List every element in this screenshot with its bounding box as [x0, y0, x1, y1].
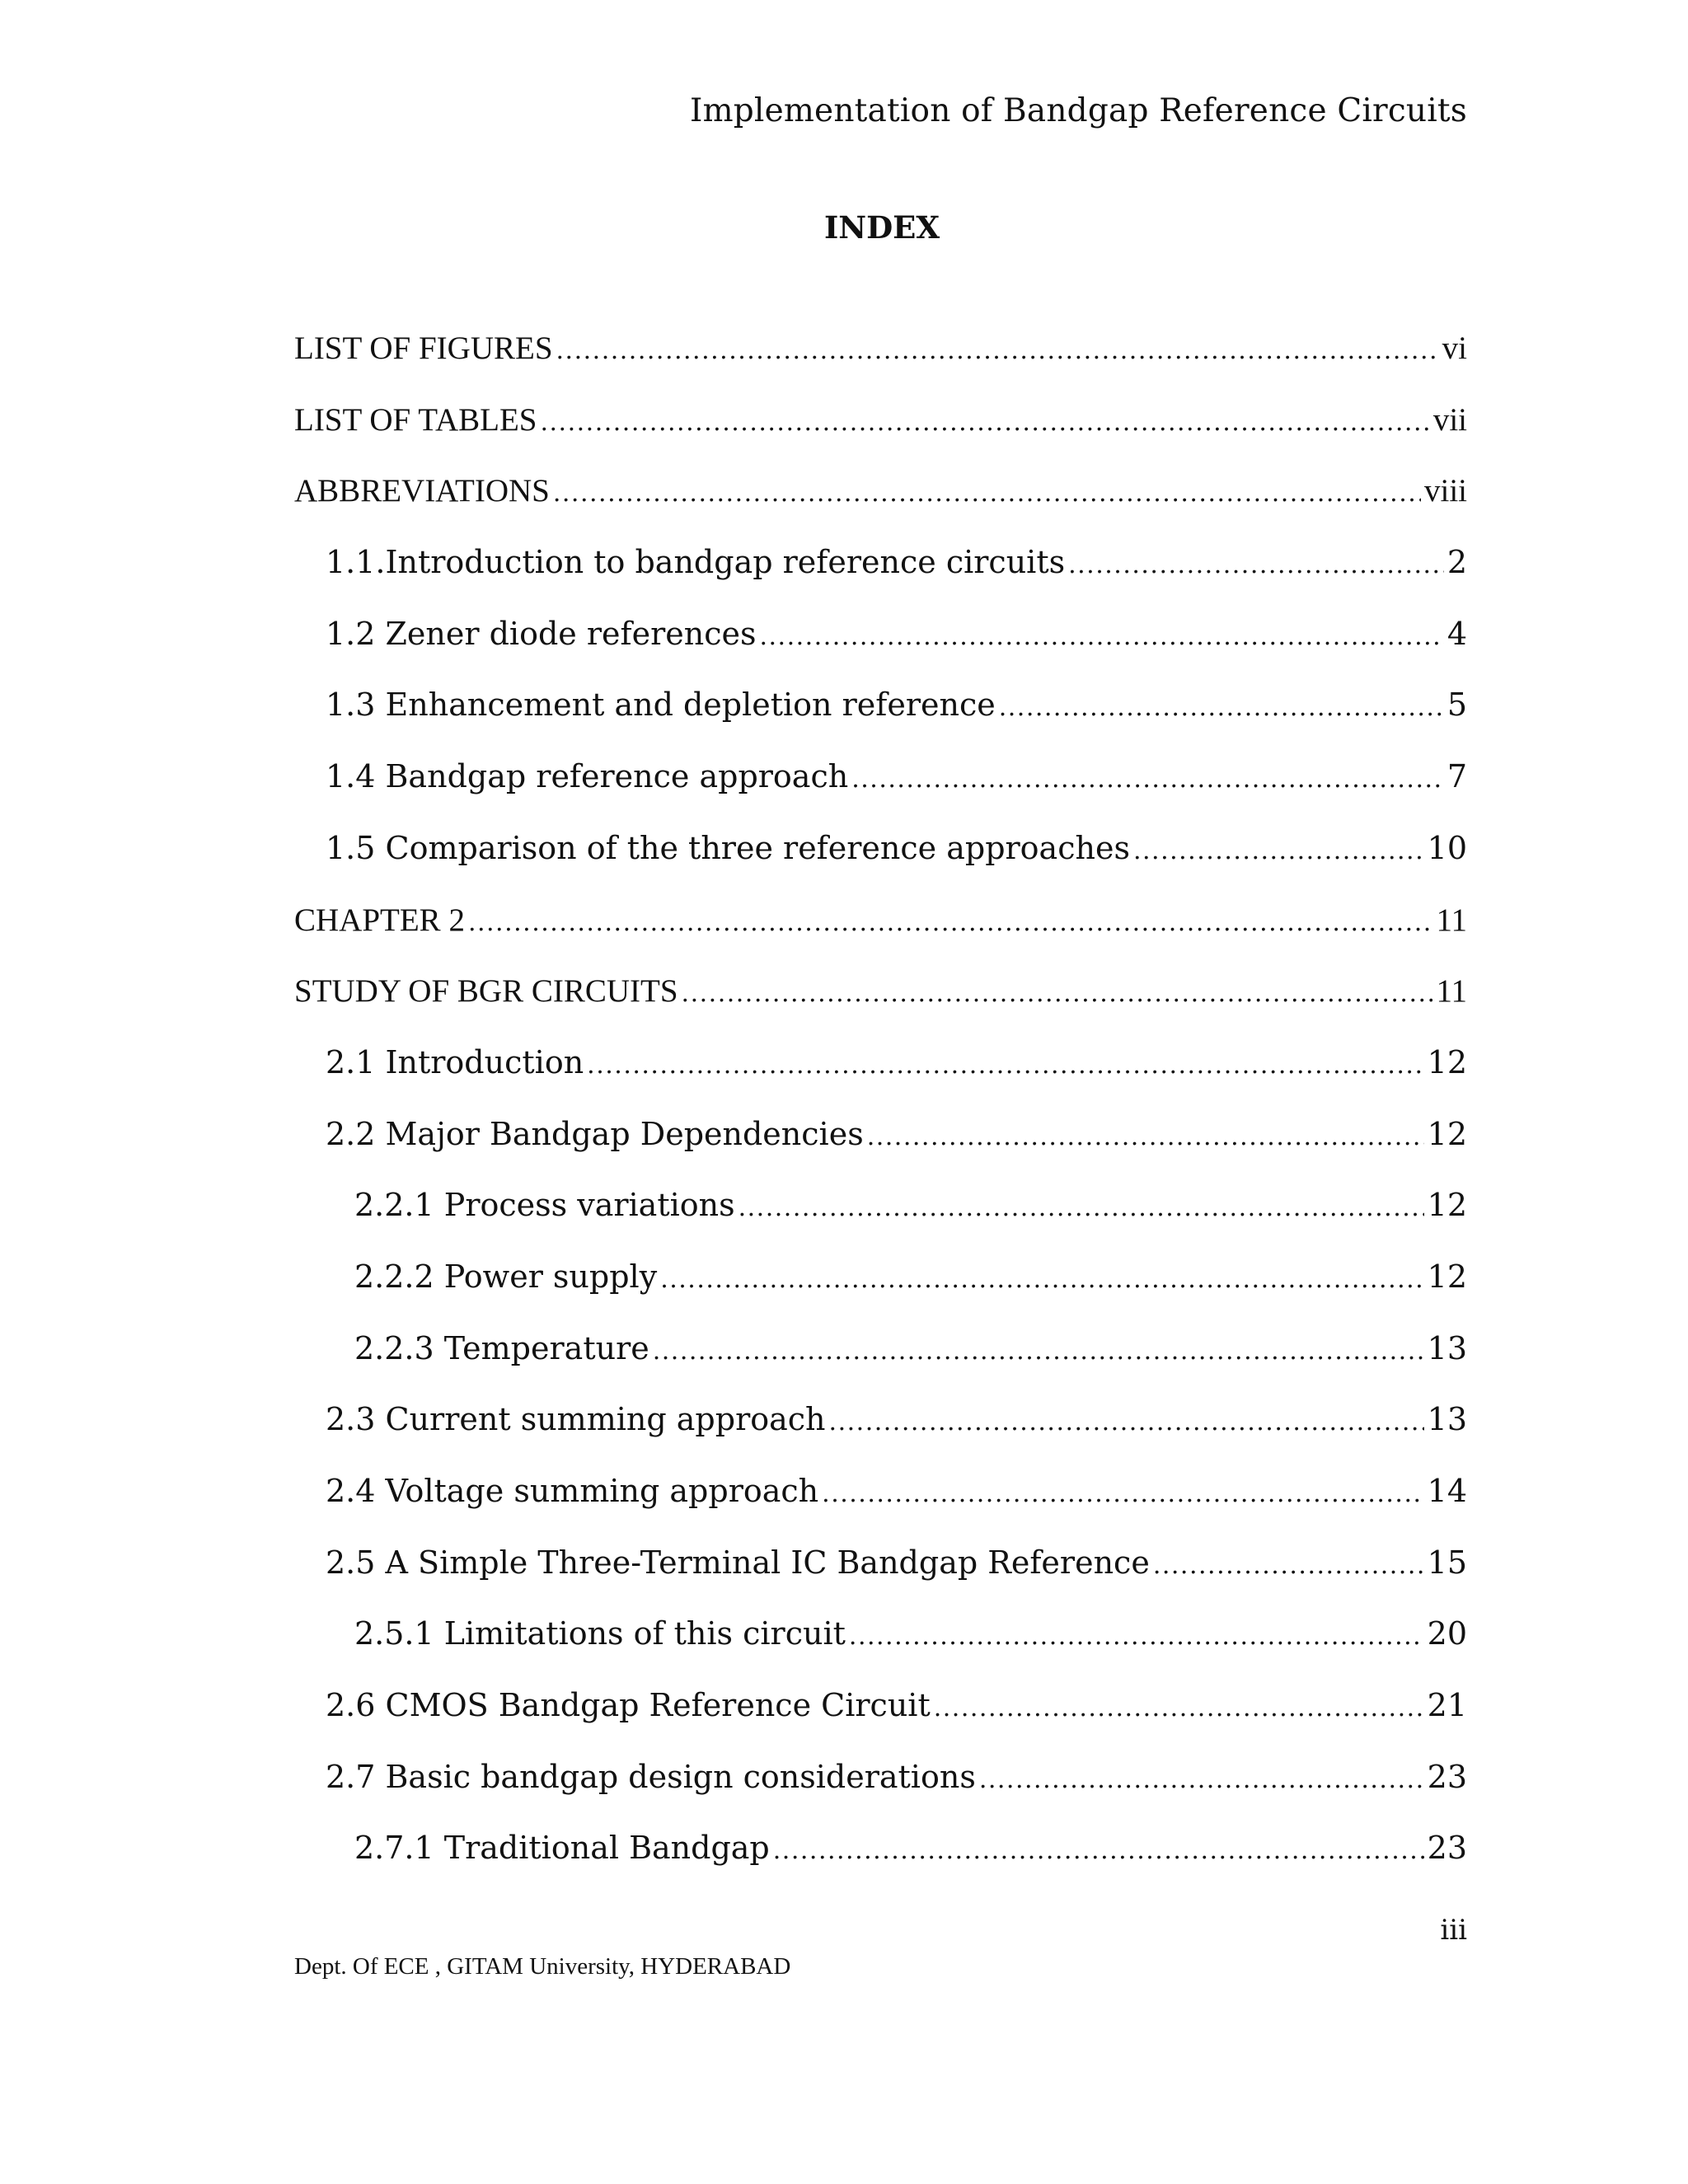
toc-entry-label: LIST OF FIGURES — [294, 330, 553, 366]
toc-entry-page: 20 — [1427, 1615, 1467, 1652]
toc-entry[interactable] — [294, 1116, 1467, 1188]
toc-entry[interactable] — [294, 1401, 1467, 1473]
toc-entry-page: 12 — [1427, 1043, 1467, 1080]
toc-entry-page: 12 — [1427, 1187, 1467, 1224]
toc-dot-leader — [738, 1193, 1424, 1222]
toc-dot-leader — [849, 1622, 1424, 1651]
toc-entry[interactable] — [294, 616, 1467, 687]
toc-dot-leader — [1133, 837, 1424, 865]
toc-entry-label: 1.4 Bandgap reference approach — [326, 758, 849, 795]
toc-entry-label: 2.1 Introduction — [326, 1043, 584, 1080]
toc-entry[interactable] — [294, 1687, 1467, 1759]
toc-entry[interactable] — [294, 1615, 1467, 1687]
toc-entry[interactable] — [294, 472, 1467, 544]
toc-entry-label: CHAPTER 2 — [294, 902, 465, 938]
toc-entry-page: 10 — [1427, 829, 1467, 866]
toc-entry-page: 23 — [1427, 1830, 1467, 1867]
toc-entry-label: 1.1.Introduction to bandgap reference circuits — [326, 544, 1066, 581]
toc-entry[interactable] — [294, 1830, 1467, 1901]
running-header-title: Implementation of Bandgap Reference Circuits — [689, 92, 1467, 129]
toc-entry[interactable] — [294, 902, 1467, 973]
toc-entry-page: 13 — [1427, 1401, 1467, 1438]
toc-entry[interactable] — [294, 330, 1467, 401]
toc-dot-leader — [999, 693, 1444, 722]
toc-dot-leader — [979, 1765, 1424, 1794]
toc-entry-label: 2.2 Major Bandgap Dependencies — [326, 1115, 864, 1152]
toc-entry[interactable] — [294, 544, 1467, 616]
toc-dot-leader — [587, 1051, 1423, 1080]
toc-dot-leader — [682, 979, 1433, 1008]
toc-entry-label: 2.5 A Simple Three-Terminal IC Bandgap Reference — [326, 1544, 1150, 1581]
toc-dot-leader — [822, 1479, 1423, 1508]
toc-dot-leader — [773, 1836, 1424, 1865]
toc-entry-page: 14 — [1427, 1473, 1467, 1509]
toc-entry[interactable] — [294, 1187, 1467, 1258]
toc-dot-leader — [934, 1694, 1424, 1722]
toc-entry-label: 2.2.1 Process variations — [354, 1187, 735, 1224]
toc-entry[interactable] — [294, 1330, 1467, 1402]
toc-entry[interactable] — [294, 1544, 1467, 1616]
toc-dot-leader — [556, 336, 1439, 365]
toc-dot-leader — [829, 1408, 1424, 1436]
toc-entry-label: STUDY OF BGR CIRCUITS — [294, 973, 678, 1010]
toc-entry-label: ABBREVIATIONS — [294, 473, 550, 509]
toc-entry-label: 2.7 Basic bandgap design considerations — [326, 1758, 976, 1795]
toc-entry-page: 12 — [1427, 1115, 1467, 1152]
toc-entry-page: vi — [1442, 330, 1467, 366]
toc-entry-page: 15 — [1427, 1544, 1467, 1581]
toc-dot-leader — [851, 765, 1444, 794]
toc-entry[interactable] — [294, 1473, 1467, 1544]
toc-entry-page: 11 — [1436, 902, 1467, 938]
toc-entry[interactable] — [294, 972, 1467, 1044]
toc-entry[interactable] — [294, 687, 1467, 758]
toc-entry-label: 2.7.1 Traditional Bandgap — [354, 1830, 770, 1867]
toc-entry[interactable] — [294, 758, 1467, 830]
page-title: INDEX — [823, 209, 940, 246]
toc-entry-label: 2.6 CMOS Bandgap Reference Circuit — [326, 1687, 931, 1724]
toc-entry[interactable] — [294, 830, 1467, 902]
footer-department: Dept. Of ECE , GITAM University, HYDERABAD — [294, 1953, 791, 1980]
toc-dot-leader — [660, 1265, 1423, 1294]
toc-entry-label: 2.4 Voltage summing approach — [326, 1473, 819, 1509]
toc-dot-leader — [553, 479, 1421, 508]
toc-dot-leader — [867, 1122, 1424, 1151]
toc-dot-leader — [468, 908, 1432, 937]
toc-entry-label: 1.5 Comparison of the three reference approaches — [326, 829, 1130, 866]
toc-entry-page: 12 — [1427, 1258, 1467, 1295]
toc-entry[interactable] — [294, 1044, 1467, 1116]
toc-entry[interactable] — [294, 1258, 1467, 1330]
toc-entry-label: 1.3 Enhancement and depletion reference — [326, 687, 996, 724]
toc-entry-label: 2.2.2 Power supply — [354, 1258, 658, 1295]
table-of-contents — [294, 330, 1467, 1901]
toc-entry-page: 21 — [1427, 1687, 1467, 1724]
toc-entry-label: 2.3 Current summing approach — [326, 1401, 826, 1438]
toc-entry-page: viii — [1423, 473, 1467, 509]
toc-dot-leader — [759, 622, 1443, 651]
toc-entry-page: 4 — [1447, 615, 1467, 652]
toc-dot-leader — [540, 408, 1429, 437]
toc-entry-page: 11 — [1436, 973, 1467, 1010]
toc-entry-label: 2.5.1 Limitations of this circuit — [354, 1615, 846, 1652]
toc-dot-leader — [653, 1337, 1424, 1366]
page-number: iii — [1440, 1914, 1467, 1947]
toc-entry[interactable] — [294, 401, 1467, 473]
toc-dot-leader — [1068, 551, 1444, 579]
toc-entry-page: 13 — [1427, 1329, 1467, 1366]
toc-entry-label: LIST OF TABLES — [294, 401, 537, 438]
toc-entry-label: 1.2 Zener diode references — [326, 615, 757, 652]
toc-dot-leader — [1153, 1551, 1424, 1580]
toc-entry-page: 7 — [1447, 758, 1467, 795]
toc-entry-page: vii — [1432, 401, 1467, 438]
toc-entry-label: 2.2.3 Temperature — [354, 1329, 649, 1366]
toc-entry-page: 23 — [1427, 1758, 1467, 1795]
toc-entry-page: 2 — [1447, 544, 1467, 581]
toc-entry-page: 5 — [1447, 687, 1467, 724]
toc-entry[interactable] — [294, 1759, 1467, 1830]
